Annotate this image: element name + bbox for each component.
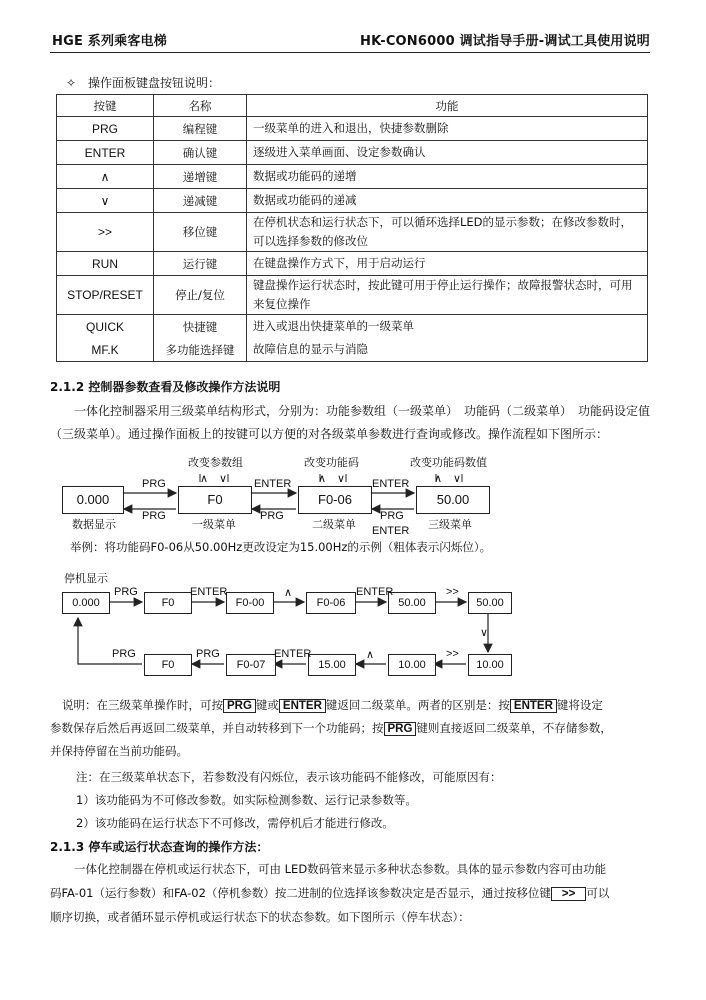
key-cell: ENTER <box>57 141 154 165</box>
key-cell: ∨ <box>57 189 154 213</box>
d2-key: >> <box>446 648 459 660</box>
d1-top-label: 改变功能码数值 <box>410 456 487 469</box>
d2-box: 50.00 <box>388 592 436 614</box>
d2-box: 15.00 <box>308 654 356 676</box>
d1-updown: ∧ ∨ <box>434 472 462 485</box>
name-cell: 移位键 <box>154 213 247 252</box>
d1-top-label: 改变参数组 <box>188 456 243 469</box>
d1-extra-key: ENTER <box>372 525 410 537</box>
func-cell: 在键盘操作方式下，用于启动运行 <box>247 252 648 276</box>
d2-box: F0 <box>144 592 192 614</box>
d2-key: PRG <box>112 648 136 660</box>
key-cell: MF.K <box>57 338 154 362</box>
d2-key: ENTER <box>190 586 228 598</box>
d1-back-key: PRG <box>380 510 404 522</box>
d2-key: PRG <box>114 586 138 598</box>
name-cell: 停止/复位 <box>154 276 247 315</box>
d1-box-label: 数据显示 <box>72 518 116 531</box>
func-cell: 在停机状态和运行状态下，可以循环选择LED的显示参数；在修改参数时，可以选择参数的修改位 <box>247 213 648 252</box>
d2-key: ∧ <box>284 587 293 599</box>
col-key-header: 按键 <box>57 95 154 117</box>
explain-line2: 参数保存后然后再返回二级菜单，并自动转移到下一个功能码；按 PRG 键则直接返回二级菜单，不存储参数， <box>50 721 612 735</box>
d1-fwd-key: ENTER <box>254 478 292 490</box>
func-cell: 逐级进入菜单画面、设定参数确认 <box>247 141 648 165</box>
key-cell: RUN <box>57 252 154 276</box>
d2-key: ENTER <box>274 648 312 660</box>
d1-fwd-key: ENTER <box>372 478 410 490</box>
section-213-line3: 顺序切换，或者循环显示停机或运行状态下的状态参数。如下图所示（停车状态）： <box>50 910 470 924</box>
prg-key-label: PRG <box>223 699 256 713</box>
prg-key-label: PRG <box>384 722 417 736</box>
section-213-line1: 一体化控制器在停机或运行状态下，可由 LED数码管来显示多种状态参数。具体的显示参数内容可由功能 <box>74 862 607 876</box>
name-cell: 多功能选择键 <box>154 338 247 362</box>
section-213-title: 2.1.3 停车或运行状态查询的操作方法： <box>50 840 269 854</box>
func-cell: 进入或退出快捷菜单的一级菜单 <box>247 315 648 339</box>
explain-line3: 并保持停留在当前功能码。 <box>50 744 188 758</box>
shift-key-label: >> <box>551 887 586 901</box>
d1-box-level1: F0 <box>178 486 252 514</box>
func-cell: 一级菜单的进入和退出，快捷参数删除 <box>247 117 648 141</box>
d2-box: F0-07 <box>226 654 276 676</box>
name-cell: 确认键 <box>154 141 247 165</box>
name-cell: 运行键 <box>154 252 247 276</box>
col-func-header: 功能 <box>247 95 648 117</box>
d1-fwd-key: PRG <box>142 478 166 490</box>
note-2: 2）该功能码在运行状态下不可修改，需停机后才能进行修改。 <box>76 816 394 830</box>
func-cell: 故障信息的显示与消隐 <box>247 338 648 362</box>
key-cell: QUICK <box>57 315 154 339</box>
explain-line1: 说明：在三级菜单操作时，可按 PRG 键或 ENTER 键返回二级菜单。两者的区别是：按 ENTER 键将设定 <box>62 698 603 712</box>
name-cell: 递减键 <box>154 189 247 213</box>
d1-box-label: 一级菜单 <box>192 518 236 531</box>
d1-box-label: 二级菜单 <box>312 518 356 531</box>
d2-box: 10.00 <box>388 654 436 676</box>
d1-back-key: PRG <box>142 510 166 522</box>
d2-box: F0-00 <box>226 592 274 614</box>
key-cell: STOP/RESET <box>57 276 154 315</box>
d2-box: 50.00 <box>468 592 512 614</box>
name-cell: 递增键 <box>154 165 247 189</box>
header-right: HK-CON6000 调试指导手册-调试工具使用说明 <box>360 34 650 49</box>
d2-key: PRG <box>196 648 220 660</box>
key-cell: ∧ <box>57 165 154 189</box>
col-name-header: 名称 <box>154 95 247 117</box>
d2-key: ∧ <box>366 649 375 661</box>
enter-key-label: ENTER <box>279 699 326 713</box>
d1-updown: ∧ ∨ <box>318 472 346 485</box>
note-intro: 注：在三级菜单状态下，若参数没有闪烁位，表示该功能码不能修改，可能原因有： <box>76 770 502 784</box>
d2-key: >> <box>446 586 459 598</box>
d1-box-label: 三级菜单 <box>428 518 472 531</box>
header-left: HGE 系列乘客电梯 <box>52 34 167 49</box>
name-cell: 编程键 <box>154 117 247 141</box>
func-cell: 键盘操作运行状态时，按此键可用于停止运行操作；故障报警状态时，可用来复位操作 <box>247 276 648 315</box>
d2-box: 10.00 <box>468 654 512 676</box>
d2-key: ENTER <box>356 586 394 598</box>
d1-top-label: 改变功能码 <box>304 456 359 469</box>
section-212-title: 2.1.2 控制器参数查看及修改操作方法说明 <box>50 380 281 394</box>
note-1: 1）该功能码为不可修改参数。如实际检测参数、运行记录参数等。 <box>76 793 417 807</box>
section-213-line2: 码FA-01（运行参数）和FA-02（停机参数）按二进制的位选择该参数决定是否显示，通过按移位键 >> 可以 <box>50 886 610 900</box>
enter-key-label: ENTER <box>510 699 557 713</box>
d1-box-level2: F0-06 <box>298 486 372 514</box>
d2-box: F0-06 <box>306 592 356 614</box>
keys-section-title: ✧ 操作面板键盘按钮说明： <box>66 76 221 90</box>
d2-box: 0.000 <box>62 592 110 614</box>
key-cell: >> <box>57 213 154 252</box>
d2-title: 停机显示 <box>64 572 108 585</box>
d1-back-key: PRG <box>260 510 284 522</box>
d1-box-level3: 50.00 <box>416 486 490 514</box>
example-text: 举例：将功能码F0-06从50.00Hz更改设定为15.00Hz的示例（粗体表示闪烁位）。 <box>70 540 492 554</box>
key-cell: PRG <box>57 117 154 141</box>
name-cell: 快捷键 <box>154 315 247 339</box>
func-cell: 数据或功能码的递增 <box>247 165 648 189</box>
d1-box-display: 0.000 <box>62 486 124 514</box>
d2-down-key: ∨ <box>480 627 489 639</box>
d1-updown: ∧ ∨ <box>200 472 228 485</box>
func-cell: 数据或功能码的递减 <box>247 189 648 213</box>
section-212-paragraph: 一体化控制器采用三级菜单结构形式，分别为：功能参数组（一级菜单） 功能码（二级菜单） 功能码设定值（三级菜单）。通过操作面板上的按键可以方便的对各级菜单参数进行查询或修改。操作流程如下图所示： <box>50 404 651 441</box>
d2-box: F0 <box>144 654 192 676</box>
